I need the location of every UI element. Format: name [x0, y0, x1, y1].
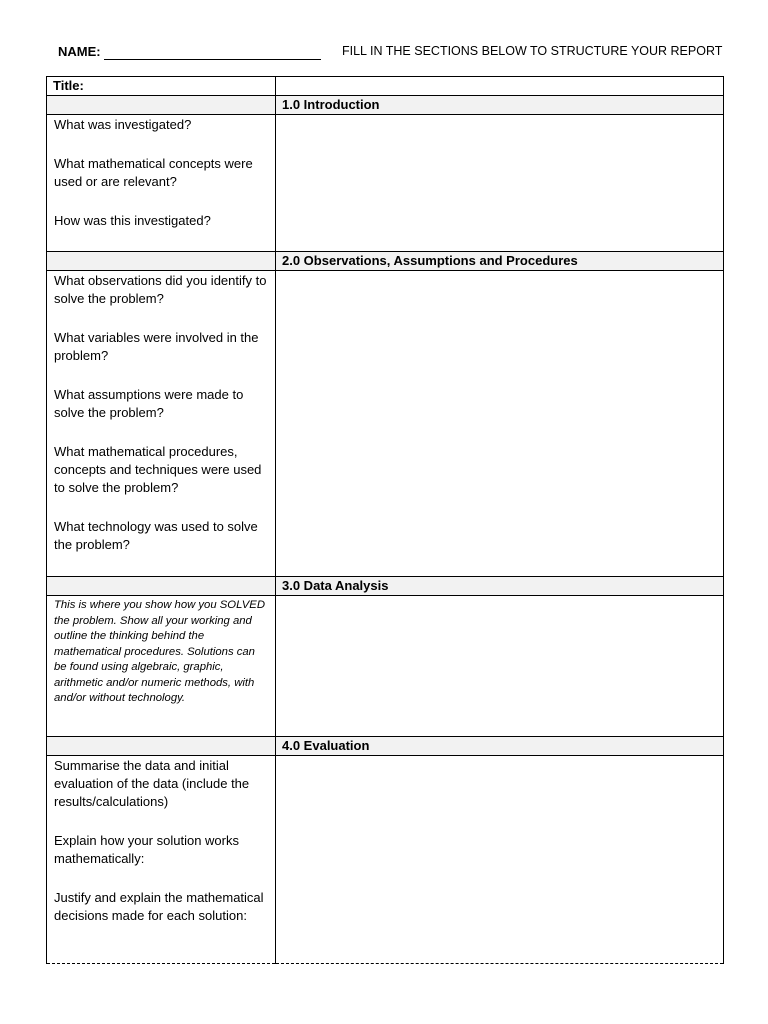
section-heading-data-analysis: 3.0 Data Analysis: [276, 577, 724, 596]
report-structure-table: [46, 76, 724, 964]
section-body-observations: [47, 271, 724, 577]
name-input-line[interactable]: [104, 59, 321, 60]
prompt-cell: [47, 115, 276, 252]
prompt-question: What observations did you identify to solve the problem?: [54, 273, 267, 306]
title-label: Title:: [47, 77, 276, 96]
section-body-introduction: [47, 115, 724, 252]
prompt-question: How was this investigated?: [54, 213, 211, 228]
prompt-question: What mathematical procedures, concepts and techniques were used to solve the problem?: [54, 444, 262, 495]
title-row: [47, 77, 724, 96]
section-body-data-analysis: [47, 596, 724, 737]
section-heading-evaluation: 4.0 Evaluation: [276, 737, 724, 756]
section-heading-row: [47, 737, 724, 756]
section-body-evaluation: [47, 756, 724, 964]
name-label: NAME:: [58, 44, 101, 59]
answer-cell-evaluation[interactable]: [276, 756, 724, 964]
prompt-question: What assumptions were made to solve the problem?: [54, 387, 244, 420]
prompt-question: Summarise the data and initial evaluation of the data (include the results/calculations): [54, 758, 250, 809]
section-heading-row: [47, 252, 724, 271]
answer-cell-data-analysis[interactable]: [276, 596, 724, 737]
prompt-cell: [47, 271, 276, 577]
title-answer-cell[interactable]: [276, 77, 724, 96]
section-heading-spacer: [47, 96, 276, 115]
prompt-question: What mathematical concepts were used or are relevant?: [54, 156, 253, 189]
prompt-cell: [47, 756, 276, 964]
answer-cell-introduction[interactable]: [276, 115, 724, 252]
answer-cell-observations[interactable]: [276, 271, 724, 577]
prompt-cell: [47, 596, 276, 737]
prompt-question: What technology was used to solve the problem?: [54, 519, 258, 552]
section-heading-row: [47, 96, 724, 115]
section-heading-introduction: 1.0 Introduction: [276, 96, 724, 115]
section-heading-spacer: [47, 737, 276, 756]
prompt-question: Justify and explain the mathematical decisions made for each solution:: [54, 890, 264, 923]
section-heading-observations: 2.0 Observations, Assumptions and Procedures: [276, 252, 724, 271]
instruction-text: FILL IN THE SECTIONS BELOW TO STRUCTURE YOUR REPORT: [342, 44, 723, 58]
report-header: [0, 0, 768, 70]
prompt-question: Explain how your solution works mathematically:: [54, 833, 239, 866]
section-heading-spacer: [47, 577, 276, 596]
section-heading-row: [47, 577, 724, 596]
data-analysis-note: This is where you show how you SOLVED the problem. Show all your working and outline the thinking behind the mathematical procedures. Solutions can be found using algebraic, graphic, arithmetic and/or numeric methods, with and/or without technology.: [54, 599, 265, 704]
section-heading-spacer: [47, 252, 276, 271]
prompt-question: What was investigated?: [54, 117, 192, 132]
prompt-question: What variables were involved in the problem?: [54, 330, 259, 363]
